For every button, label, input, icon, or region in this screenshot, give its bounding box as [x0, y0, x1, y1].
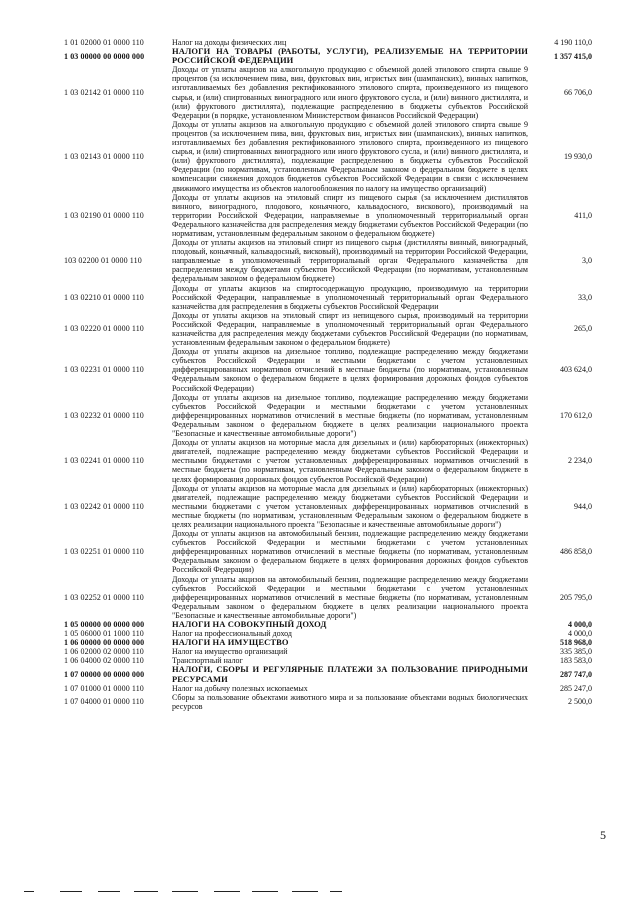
revenue-row: [64, 120, 592, 193]
section-row: [64, 638, 592, 647]
revenue-row: [64, 193, 592, 238]
revenue-description: Транспортный налог: [172, 656, 243, 666]
budget-code: 1 06 02000 02 0000 110: [64, 647, 144, 657]
scan-artifact-line: [330, 891, 342, 892]
revenue-description: НАЛОГИ, СБОРЫ И РЕГУЛЯРНЫЕ ПЛАТЕЖИ ЗА ПОЛЬЗОВАНИЕ ПРИРОДНЫМИ РЕСУРСАМИ: [172, 664, 528, 684]
section-row: [64, 620, 592, 629]
revenue-description: НАЛОГИ НА ТОВАРЫ (РАБОТЫ, УСЛУГИ), РЕАЛИЗУЕМЫЕ НА ТЕРРИТОРИИ РОССИЙСКОЙ ФЕДЕРАЦИИ: [172, 46, 528, 66]
scan-artifact-line: [24, 891, 34, 892]
revenue-row: [64, 529, 592, 574]
revenue-description: Доходы от уплаты акцизов на дизельное топливо, подлежащие распределению между бюджетами субъектов Российской Федерации и местными бюджетами с учетом установленных дифференцированных нормативов отчислений в местные бюджеты (по нормативам, установленным Федеральным законом о федеральном бюджете в целях формирования дорожных фондов субъектов Российской Федерации): [172, 347, 528, 393]
scan-artifact-line: [98, 891, 120, 892]
revenue-amount: 2 500,0: [568, 697, 592, 707]
revenue-description: Доходы от уплаты акцизов на алкогольную продукцию с объемной долей этилового спирта свыше 9 процентов (за исключением пива, вин, фруктовых вин, игристых вин (шампанских), винных напитков, изготавливаемых без добавления ректификованного этилового спирта, произведенного из пищевого сырья, и (или) спиртованных виноградного или иного фруктового сусла, и (или) винного дистиллята, и (или) фруктового дистиллята), подлежащие распределению в бюджеты субъектов Российской Федерации (по нормативам, установленным Федеральным законом о федеральном бюджете в целях компенсации снижения доходов бюджетов субъектов Российской Федерации в связи с исключением движимого имущества из объектов налогообложения по налогу на имущество организаций): [172, 119, 528, 193]
budget-code: 1 03 02251 01 0000 110: [64, 547, 144, 557]
revenue-row: [64, 347, 592, 392]
revenue-amount: 285 247,0: [560, 683, 592, 693]
budget-code: 1 03 02241 01 0000 110: [64, 456, 144, 466]
budget-code: 1 07 01000 01 0000 110: [64, 683, 144, 693]
revenue-amount: 944,0: [574, 501, 592, 511]
budget-code: 1 07 00000 00 0000 000: [64, 670, 145, 680]
revenue-amount: 4 000,0: [568, 629, 592, 639]
budget-code: 103 02200 01 0000 110: [64, 256, 142, 266]
budget-code: 1 06 04000 02 0000 110: [64, 656, 144, 666]
budget-code: 1 03 02231 01 0000 110: [64, 365, 144, 375]
revenue-row: [64, 647, 592, 656]
budget-code: 1 03 02232 01 0000 110: [64, 410, 144, 420]
revenue-description: Доходы от уплаты акцизов на этиловый спирт из непищевого сырья, производимый на территории Российской Федерации, направляемые в уполномоченный территориальный орган Федерального казначейства для распределения между бюджетами субъектов Российской Федерации (по нормативам, установленным федеральным законом о федеральном бюджете): [172, 310, 528, 348]
revenue-description: Доходы от уплаты акцизов на дизельное топливо, подлежащие распределению между бюджетами субъектов Российской Федерации и местными бюджетами с учетом установленных дифференцированных нормативов отчислений в местные бюджеты (по нормативам, установленным Федеральным законом о федеральном бюджете в целях реализации национального проекта "Безопасные и качественные автомобильные дороги"): [172, 392, 528, 439]
revenue-amount: 1 357 415,0: [554, 51, 592, 61]
scan-artifact-line: [60, 891, 82, 892]
revenue-description: Доходы от уплаты акцизов на этиловый спирт из пищевого сырья (дистилляты винный, виноградный, плодовый, коньячный, кальвадосный, висковый), производимый на территории Российской Федерации, направляемые в уполномоченный территориальный орган Федерального казначейства для распределения между бюджетами субъектов Российской Федерации (по нормативам, установленным федеральным законом о федеральном бюджете): [172, 238, 528, 284]
revenue-row: [64, 629, 592, 638]
revenue-amount: 335 385,0: [560, 647, 592, 657]
revenue-description: Налог на имущество организаций: [172, 647, 288, 657]
revenue-amount: 411,0: [574, 210, 592, 220]
revenue-description: Налог на профессиональный доход: [172, 629, 292, 639]
section-row: [64, 665, 592, 683]
revenue-amount: 518 968,0: [560, 638, 592, 648]
budget-code: 1 03 02143 01 0000 110: [64, 151, 144, 161]
budget-code: 1 05 06000 01 1000 110: [64, 629, 144, 639]
revenue-row: [64, 65, 592, 120]
revenue-row: [64, 484, 592, 529]
revenue-amount: 287 747,0: [560, 670, 592, 680]
budget-code: 1 05 00000 00 0000 000: [64, 620, 145, 629]
revenue-amount: 265,0: [574, 324, 592, 334]
revenue-description: Доходы от уплаты акцизов на спиртосодержащую продукцию, производимую на территории Российской Федерации, направляемые в уполномоченный территориальный орган Федерального казначейства для распределения в бюджеты субъектов Российской Федерации: [172, 283, 528, 311]
scan-artifact-line: [214, 891, 240, 892]
section-row: [64, 47, 592, 65]
revenue-amount: 170 612,0: [560, 410, 592, 420]
budget-code: 1 03 02242 01 0000 110: [64, 501, 144, 511]
budget-code: 1 06 00000 00 0000 000: [64, 638, 145, 648]
revenue-amount: 33,0: [578, 292, 592, 302]
revenue-description: Доходы от уплаты акцизов на автомобильный бензин, подлежащие распределению между бюджетами субъектов Российской Федерации и местными бюджетами с учетом установленных дифференцированных нормативов отчислений в местные бюджеты (по нормативам, установленным Федеральным законом о федеральном бюджете в целях формирования дорожных фондов субъектов Российской Федерации): [172, 529, 528, 575]
revenue-row: [64, 575, 592, 620]
budget-code: 1 03 02190 01 0000 110: [64, 210, 144, 220]
revenue-table: [64, 38, 592, 711]
revenue-row: [64, 238, 592, 283]
revenue-row: [64, 684, 592, 693]
revenue-description: Налог на добычу полезных ископаемых: [172, 683, 308, 693]
revenue-amount: 205 795,0: [560, 592, 592, 602]
revenue-amount: 486 858,0: [560, 547, 592, 557]
scan-artifact-line: [292, 891, 318, 892]
revenue-amount: 183 583,0: [560, 656, 592, 666]
budget-code: 1 03 02252 01 0000 110: [64, 592, 144, 602]
revenue-row: [64, 693, 592, 711]
revenue-description: Доходы от уплаты акцизов на алкогольную продукцию с объемной долей этилового спирта свыше 9 процентов (за исключением пива, вин, фруктовых вин, игристых вин (шампанских), винных напитков, изготавливаемых без добавления ректификованного этилового спирта, произведенного из пищевого сырья, и (или) спиртованных виноградного или иного фруктового сусла, и (или) винного дистиллята, и (или) фруктового дистиллята), подлежащие распределению в бюджеты субъектов Российской Федерации (в порядке, установленном Министерством финансов Российской Федерации): [172, 65, 528, 120]
revenue-table-body: [64, 38, 592, 711]
revenue-description: Доходы от уплаты акцизов на моторные масла для дизельных и (или) карбюраторных (инжекторных) двигателей, подлежащие распределению между бюджетами субъектов Российской Федерации и местными бюджетами с учетом установленных дифференцированных нормативов отчислений в местные бюджеты (по нормативам, установленным Федеральным законом о федеральном бюджете в целях реализации национального проекта "Безопасные и качественные автомобильные дороги"): [172, 483, 528, 529]
revenue-row: [64, 311, 592, 347]
revenue-description: Доходы от уплаты акцизов на моторные масла для дизельных и (или) карбюраторных (инжекторных) двигателей, подлежащие распределению между бюджетами субъектов Российской Федерации и местными бюджетами с учетом установленных дифференцированных нормативов отчислений в местные бюджеты (по нормативам, установленным Федеральным законом о федеральном бюджете в целях формирования дорожных фондов субъектов Российской Федерации): [172, 438, 528, 484]
page-number: 5: [600, 828, 606, 842]
revenue-amount: 3,0: [582, 256, 592, 266]
revenue-amount: 4 190 110,0: [554, 38, 592, 47]
scan-artifact-line: [172, 891, 198, 892]
revenue-row: [64, 438, 592, 483]
revenue-amount: 403 624,0: [560, 365, 592, 375]
budget-code: 1 03 02142 01 0000 110: [64, 88, 144, 98]
revenue-description: НАЛОГИ НА СОВОКУПНЫЙ ДОХОД: [172, 619, 327, 629]
revenue-amount: 66 706,0: [564, 88, 592, 98]
revenue-amount: 4 000,0: [568, 620, 592, 629]
budget-code: 1 07 04000 01 0000 110: [64, 697, 144, 707]
scan-artifact-line: [252, 891, 278, 892]
scan-artifact-line: [134, 891, 158, 892]
budget-code: 1 03 00000 00 0000 000: [64, 51, 145, 61]
revenue-description: Налог на доходы физических лиц: [172, 38, 287, 47]
revenue-description: НАЛОГИ НА ИМУЩЕСТВО: [172, 637, 289, 648]
revenue-description: Сборы за пользование объектами животного мира и за пользование объектами водных биологических ресурсов: [172, 692, 528, 711]
revenue-description: Доходы от уплаты акцизов на этиловый спирт из пищевого сырья (за исключением дистиллятов винного, виноградного, плодового, коньячного, кальвадосного, вискового), производимый на территории Российской Федерации, направляемые в уполномоченный территориальный орган Федерального казначейства для распределения между бюджетами субъектов Российской Федерации (по нормативам, установленным федеральным законом о федеральном бюджете): [172, 192, 528, 238]
revenue-amount: 2 234,0: [568, 456, 592, 466]
budget-code: 1 03 02220 01 0000 110: [64, 324, 144, 334]
revenue-amount: 19 930,0: [564, 151, 592, 161]
revenue-description: Доходы от уплаты акцизов на автомобильный бензин, подлежащие распределению между бюджетами субъектов Российской Федерации и местными бюджетами с учетом установленных дифференцированных нормативов отчислений в местные бюджеты (по нормативам, установленным Федеральным законом о федеральном бюджете в целях реализации национального проекта "Безопасные и качественные автомобильные дороги"): [172, 574, 528, 620]
budget-code: 1 03 02210 01 0000 110: [64, 292, 144, 302]
revenue-row: [64, 393, 592, 438]
revenue-row: [64, 284, 592, 311]
budget-code: 1 01 02000 01 0000 110: [64, 38, 144, 47]
